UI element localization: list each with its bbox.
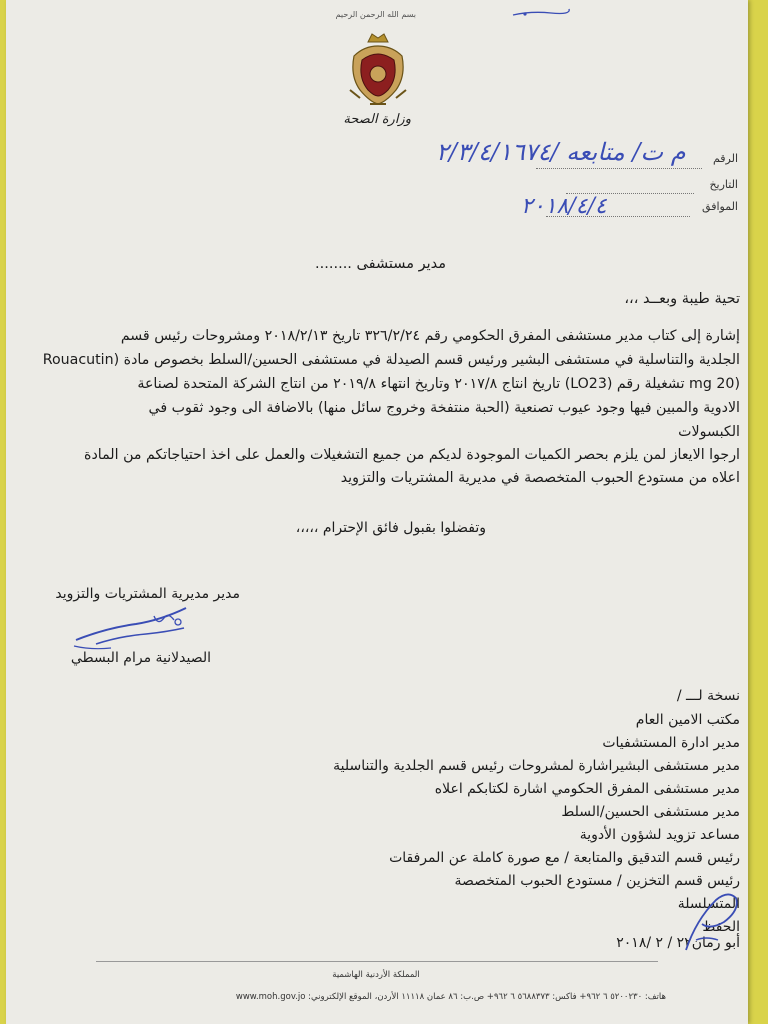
greeting: تحية طيبة وبعــد ،،، [624, 291, 740, 307]
corresponding-label: الموافق [702, 200, 738, 213]
coat-of-arms-emblem [346, 28, 410, 108]
signatory-title: مدير مديرية المشتريات والتزويد [55, 586, 240, 602]
copy-item: مدير مستشفى المفرق الحكومي اشارة لكتابكم اعلاه [434, 781, 740, 797]
copy-item: رئيس قسم التخزين / مستودع الحبوب المتخصصة [454, 873, 740, 889]
copy-item: الحفظ [702, 919, 740, 935]
copy-item: مدير مستشفى الحسين/السلط [561, 804, 740, 820]
copy-item: مدير ادارة المستشفيات [602, 735, 740, 751]
pen-mark [511, 5, 571, 21]
date-label: التاريخ [709, 178, 738, 191]
copy-item: رئيس قسم التدقيق والمتابعة / مع صورة كاملة عن المرفقات [389, 850, 740, 866]
body-paragraph-1-line-5: الكبسولات [678, 424, 740, 440]
handwritten-ref-number: م ت/ متابعه /٢/٣/٤/١٦٧٤ [436, 138, 686, 166]
addressee: مدير مستشفى ........ [315, 256, 446, 272]
ref-dotline [536, 168, 702, 169]
footer-kingdom: المملكة الأردنية الهاشمية [332, 970, 420, 980]
signatory-name: الصيدلانية مرام البسطي [70, 650, 211, 666]
copies-label: نسخة لـــ / [676, 688, 740, 704]
handwritten-initial-mark [666, 880, 746, 960]
copy-item: مساعد تزويد لشؤون الأدوية [579, 827, 740, 843]
basmala: بسم الله الرحمن الرحيم [335, 10, 416, 19]
handwritten-signature [66, 598, 216, 658]
copy-item: مكتب الامين العام [635, 712, 740, 728]
body-paragraph-1-line-3: (20 mg تشغيلة رقم (LO23) تاريخ انتاج ٢٠١٧/٨ وتاريخ انتهاء ٢٠١٩/٨ من انتاج الشركة المتحدة لصناعة [137, 376, 740, 392]
ministry-name: وزارة الصحة [343, 112, 411, 127]
ref-label: الرقم [712, 152, 738, 165]
body-paragraph-2-line-2: اعلاه من مستودع الحبوب المتخصصة في مديرية المشتريات والتزويد [340, 470, 740, 486]
letter-page [6, 0, 748, 1024]
body-paragraph-1-line-1: إشارة إلى كتاب مدير مستشفى المفرق الحكومي رقم ٣٢٦/٢/٢٤ تاريخ ٢٠١٨/٢/١٣ ومشروحات رئيس قسم [120, 328, 740, 344]
footer-contact: هاتف: ٥٢٠٠٢٣٠ ٦ ٩٦٢+ فاكس: ٥٦٨٨٣٧٣ ٦ ٩٦٢+ ص.ب: ٨٦ عمان ١١١١٨ الأردن، الموقع الإلكتروني: www.moh.gov.jo [235, 992, 666, 1002]
typist-initials-date: أبو رمان٢٢ / ٢ /٢٠١٨ [616, 935, 740, 951]
closing-line: وتفضلوا بقبول فائق الإحترام ،،،،، [295, 520, 486, 536]
copy-item: المتسلسلة [677, 896, 740, 912]
handwritten-date: ٢٠١٨/٤/٤ [521, 194, 607, 219]
copy-item: مدير مستشفى البشيراشارة لمشروحات رئيس قسم الجلدية والتناسلية [333, 758, 740, 774]
body-paragraph-1-line-4: الادوية والمبين فيها وجود عيوب تصنعية (الحبة منتفخة وخروج سائل منها) بالاضافة الى وجود ثقوب في [148, 400, 740, 416]
body-paragraph-1-line-2: الجلدية والتناسلية في مستشفى البشير ورئيس قسم الصيدلة في مستشفى الحسين/السلط بخصوص مادة (Rouacutin [42, 352, 740, 368]
footer-divider [96, 961, 658, 962]
body-paragraph-2-line-1: ارجوا الايعاز لمن يلزم بحصر الكميات الموجودة لديكم من جميع التشغيلات والعمل على اخذ احتياجاتكم من المادة [84, 447, 740, 463]
